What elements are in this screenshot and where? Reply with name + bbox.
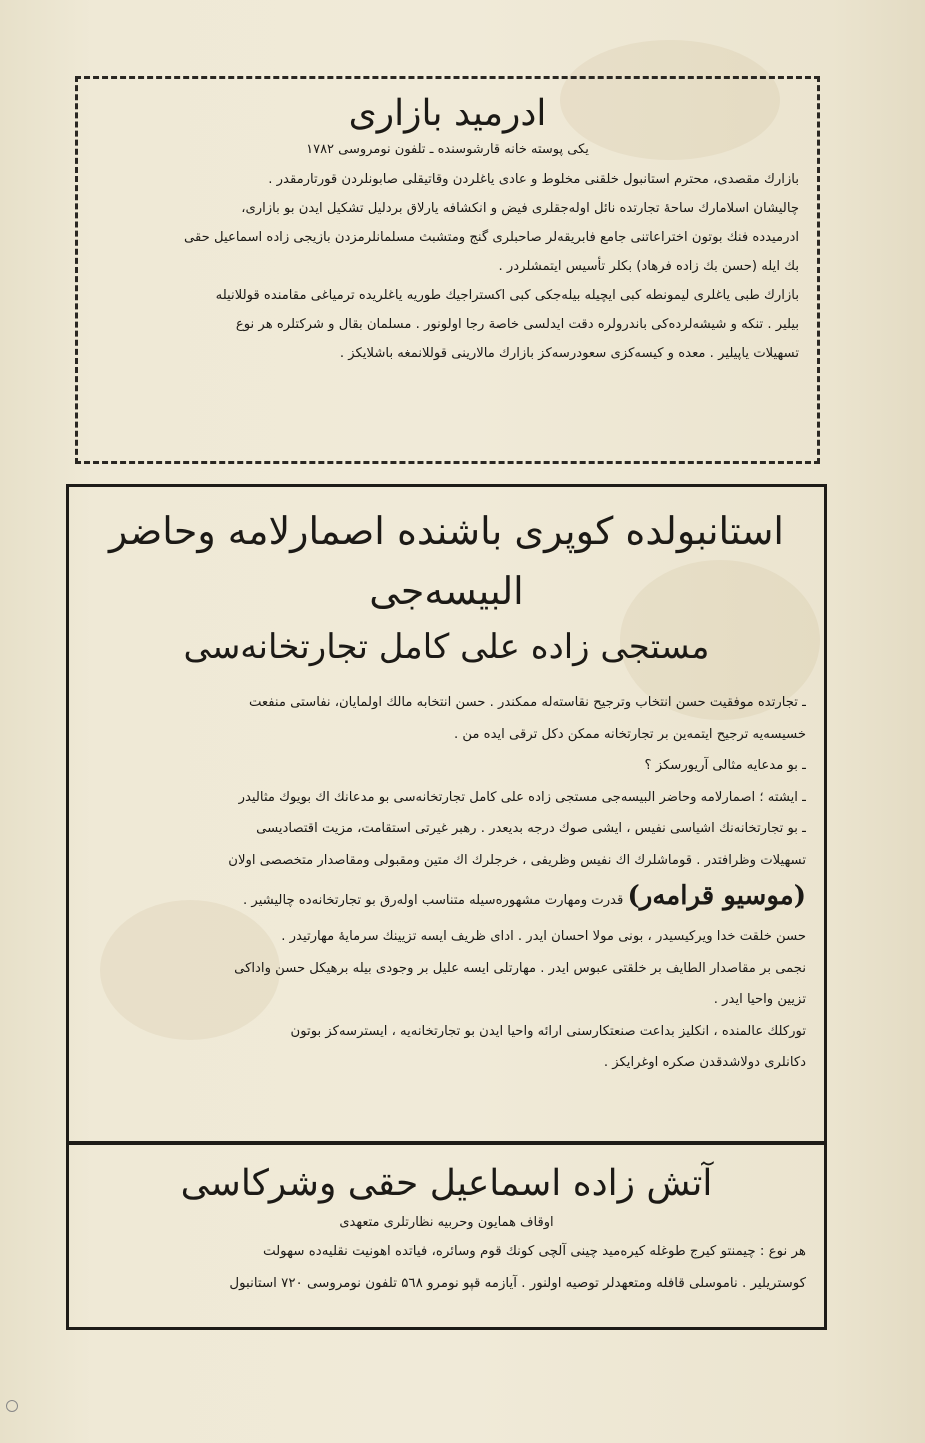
ad2-line: خسیسه‌یه ترجیح ایتمه‌ین بر تجارتخانه ممکن دکل ترقی ایده من . [453, 726, 806, 742]
ad2-emph-name: (موسیو قرامه‌ر) [627, 881, 806, 911]
ad2-title-line1: استانبولده کوپری باشنده اصمارلامه وحاضر البیسه‌جی [109, 509, 784, 613]
ad3-line: کوستریلیر . ناموسلی قافله ومتعهدلر توصیه اولنور . آیازمه قپو نومرو ۵٦۸ تلفون نومروسی ۷۲۰ استانبول [229, 1276, 806, 1291]
ad1-line: ادرمیدده فنك بوتون اختراعاتنی جامع فابریقه‌لر صاحبلری گنج ومتشبث مسلمانلرمزدن بازیجی زاده اسماعیل حقی [184, 230, 799, 245]
ad-ali-kamil-tailor [66, 484, 827, 1144]
ad2-line: تزیین واحیا ایدر . [713, 992, 806, 1007]
ad-atesh-zade [66, 1142, 827, 1330]
ad2-line: نجمی بر مقاصدار الطایف بر خلقتی عبوس ایدر . مهارتلی ایسه علیل بر وجودی بیله برهیکل حسن واداکی [234, 960, 806, 976]
ad2-line: دکانلری دولاشدقدن صکره اوغرایکز . [603, 1055, 806, 1070]
ad2-emph-rest: قدرت ومهارت مشهوره‌سیله متناسب اوله‌رق بو تجارتخانه‌ده چالیشیر . [243, 893, 624, 908]
ad2-line: تسهیلات وظرافتدر . قوماشلرك اك نفیس وظریفی ، خرجلرك اك متین ومقبولی ومقاصدار متخصصی اولان [228, 852, 806, 868]
ad1-line: بازارك مقصدی، محترم استانبول خلقنی مخلوط و عادی یاغلردن وقاتیقلی صابونلردن قورتارمقدر . [268, 172, 799, 187]
ad3-subtitle: اوقاف همایون وحربیه نظارتلری متعهدی [339, 1215, 554, 1230]
punch-hole-mark [6, 1400, 18, 1412]
ad2-line: ـ بو مدعایه مثالی آریورسکز ؟ [644, 758, 806, 773]
ad1-line: تسهیلات یاپیلیر . معده و کیسه‌کزی سعودرسه‌کز بازارك مالارینی قوللانمغه باشلایکز . [339, 346, 799, 361]
ad2-line: تورکلك عالمنده ، انکلیز بداعت صنعتکارسنی ارائه واحیا ایدن بو تجارتخانه‌یه ، ایسترسه‌کز بوتون [290, 1023, 806, 1039]
ad1-title: ادرمید بازاری [348, 93, 547, 134]
ad2-line: ـ تجارتده موفقیت حسن انتخاب وترجیح نقاسته‌له ممکندر . حسن انتخابه مالك اولمایان، نفاستی منفعت [248, 695, 806, 710]
ad2-line: ـ ایشته ؛ اصمارلامه وحاضر البیسه‌جی مستجی زاده علی کامل تجارتخانه‌سی بو مدعانك اك بویوك مثالیدر [238, 789, 806, 805]
ad1-line: بیلیر . تنکه و شیشه‌لرده‌کی باندرولره دقت ایدلسی خاصة رجا اولونور . مسلمان بقال و شرکتلره هر نوع [235, 317, 799, 332]
ad1-line: بك ایله (حسن بك زاده فرهاد) بكلر تأسیس ایتمشلردر . [498, 259, 799, 274]
ad1-subtitle: یکی پوسته خانه قارشوسنده ـ تلفون نومروسی ۱۷۸۲ [306, 142, 589, 157]
ad2-line: ـ بو تجارتخانه‌نك اشیاسی نفیس ، ایشی صوك درجه بدیعدر . رهبر غیرتی استقامت، مزیت اقتصادیسی [256, 821, 806, 836]
ad-edremit-bazaar [75, 76, 820, 464]
ad1-line: چالیشان اسلامارك ساحهٔ تجارتده نائل اوله‌جقلری فیض و انکشافه یارلاق بردلیل تشکیل ایدن بو بازاری، [241, 201, 799, 216]
ad2-emphasis-line [87, 876, 806, 921]
ad2-line: حسن خلقت خدا ویرکیسیدر ، بونی مولا احسان ایدر . ادای ظریف ایسه تزیینك سرمایهٔ مهارتیدر . [281, 929, 806, 944]
ad2-title-line2: مستجی زاده علی کامل تجارتخانه‌سی [183, 627, 710, 667]
ad3-title: آتش زاده اسماعیل حقی وشرکاسی [180, 1163, 713, 1204]
ad3-line: هر نوع : چیمنتو کیرج طوغله کیره‌مید چینی آلچی کونك قوم وسائره، فیاتده اهونیت نقلیه‌ده سهولت [262, 1244, 806, 1259]
ad1-line: بازارك طبی یاغلری لیمونطه کبی ایچیله بیله‌جکی کبی اکستراجیك طوریه یاغلریده ترمیاغی مقامنده قوللانیله [215, 288, 799, 303]
